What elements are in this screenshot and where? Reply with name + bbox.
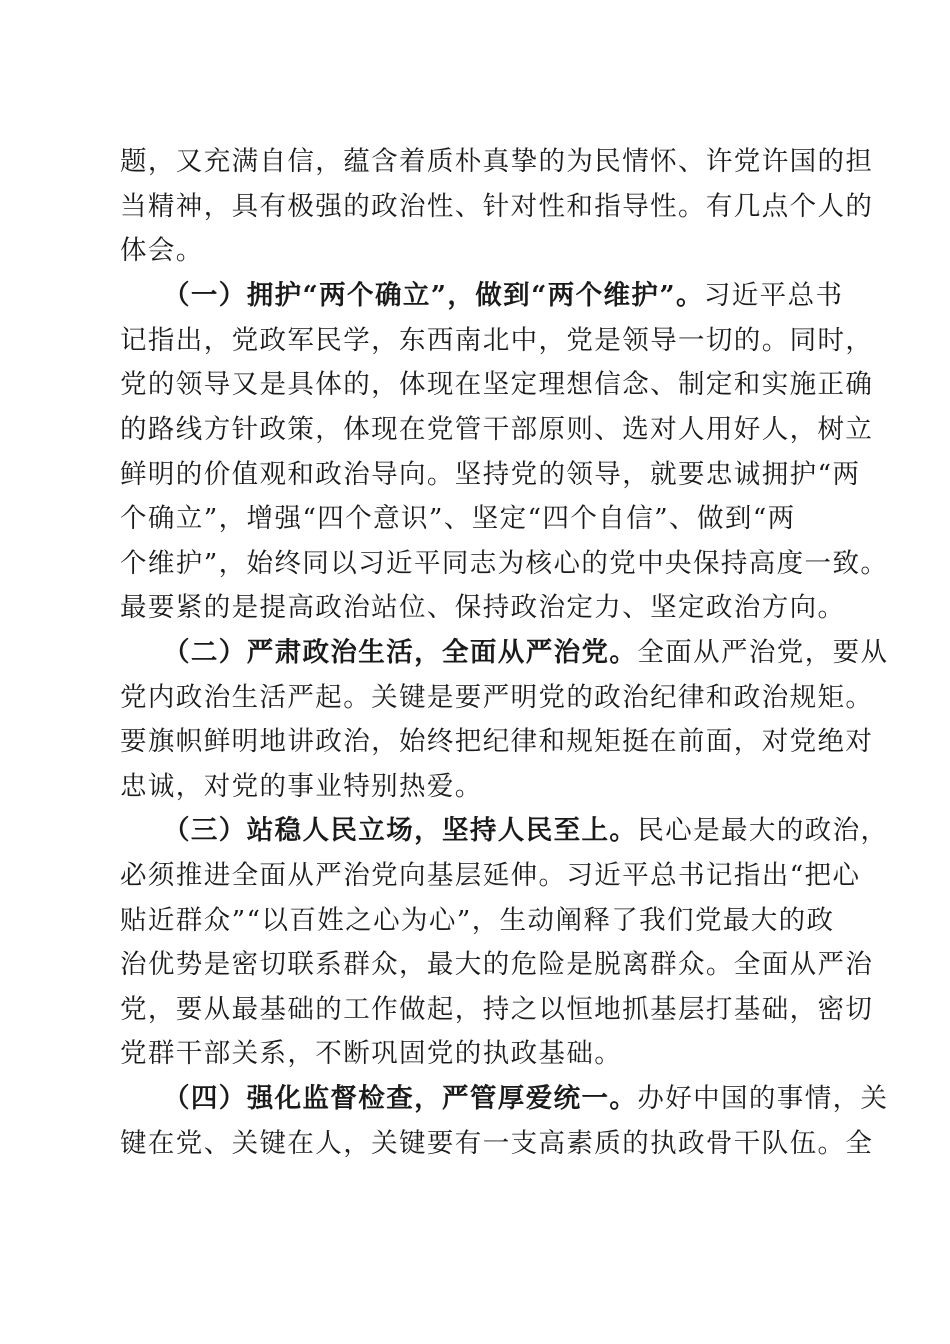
body-line: 最要紧的是提高政治站位、保持政治定力、坚定政治方向。: [120, 592, 846, 623]
body-line: 治优势是密切联系群众，最大的危险是脱离群众。全面从严治: [120, 949, 874, 980]
body-line: 当精神，具有极强的政治性、针对性和指导性。有几点个人的: [120, 191, 874, 222]
body-line: 党群干部关系，不断巩固党的执政基础。: [120, 1038, 623, 1069]
body-line: 个维护”，始终同以习近平同志为核心的党中央保持高度一致。: [120, 548, 889, 579]
section-3-first-line: [163, 816, 888, 846]
section-3-heading: （三）站稳人民立场，坚持人民至上。: [163, 815, 638, 846]
body-line: 贴近群众”“以百姓之心为心”，生动阐释了我们党最大的政: [120, 905, 835, 936]
section-1-first-line: [163, 281, 843, 311]
body-line: 忠诚，对党的事业特别热爱。: [120, 771, 483, 802]
section-3-text: 民心是最大的政治，: [637, 815, 889, 846]
section-4-first-line: [163, 1084, 888, 1114]
body-line: 要旗帜鲜明地讲政治，始终把纪律和规矩挺在前面，对党绝对: [120, 726, 874, 757]
section-4-text: 办好中国的事情，关: [637, 1083, 889, 1114]
body-line: 题，又充满自信，蕴含着质朴真挚的为民情怀、许党许国的担: [120, 146, 874, 177]
body-line: 党，要从最基础的工作做起，持之以恒地抓基层打基础，密切: [120, 994, 874, 1025]
body-line: 键在党、关键在人，关键要有一支高素质的执政骨干队伍。全: [120, 1128, 874, 1159]
body-line: 个确立”，增强“四个意识”、坚定“四个自信”、做到“两: [120, 503, 796, 534]
body-line: 党内政治生活严起。关键是要严明党的政治纪律和政治规矩。: [120, 682, 874, 713]
body-line: 党的领导又是具体的，体现在坚定理想信念、制定和实施正确: [120, 369, 874, 400]
section-2-heading: （二）严肃政治生活，全面从严治党。: [163, 637, 638, 668]
body-line: 的路线方针政策，体现在党管干部原则、选对人用好人，树立: [120, 414, 874, 445]
body-line: 鲜明的价值观和政治导向。坚持党的领导，就要忠诚拥护“两: [120, 459, 861, 490]
section-2-first-line: [163, 638, 888, 668]
section-1-heading: （一）拥护“两个确立”，做到“两个维护”。: [163, 280, 704, 311]
body-line: 必须推进全面从严治党向基层延伸。习近平总书记指出“把心: [120, 860, 861, 891]
section-2-text: 全面从严治党，要从: [637, 637, 889, 668]
section-1-text: 习近平总书: [703, 280, 844, 311]
body-line: 记指出，党政军民学，东西南北中，党是领导一切的。同时，: [120, 325, 874, 356]
section-4-heading: （四）强化监督检查，严管厚爱统一。: [163, 1083, 638, 1114]
body-line: 体会。: [120, 235, 204, 266]
